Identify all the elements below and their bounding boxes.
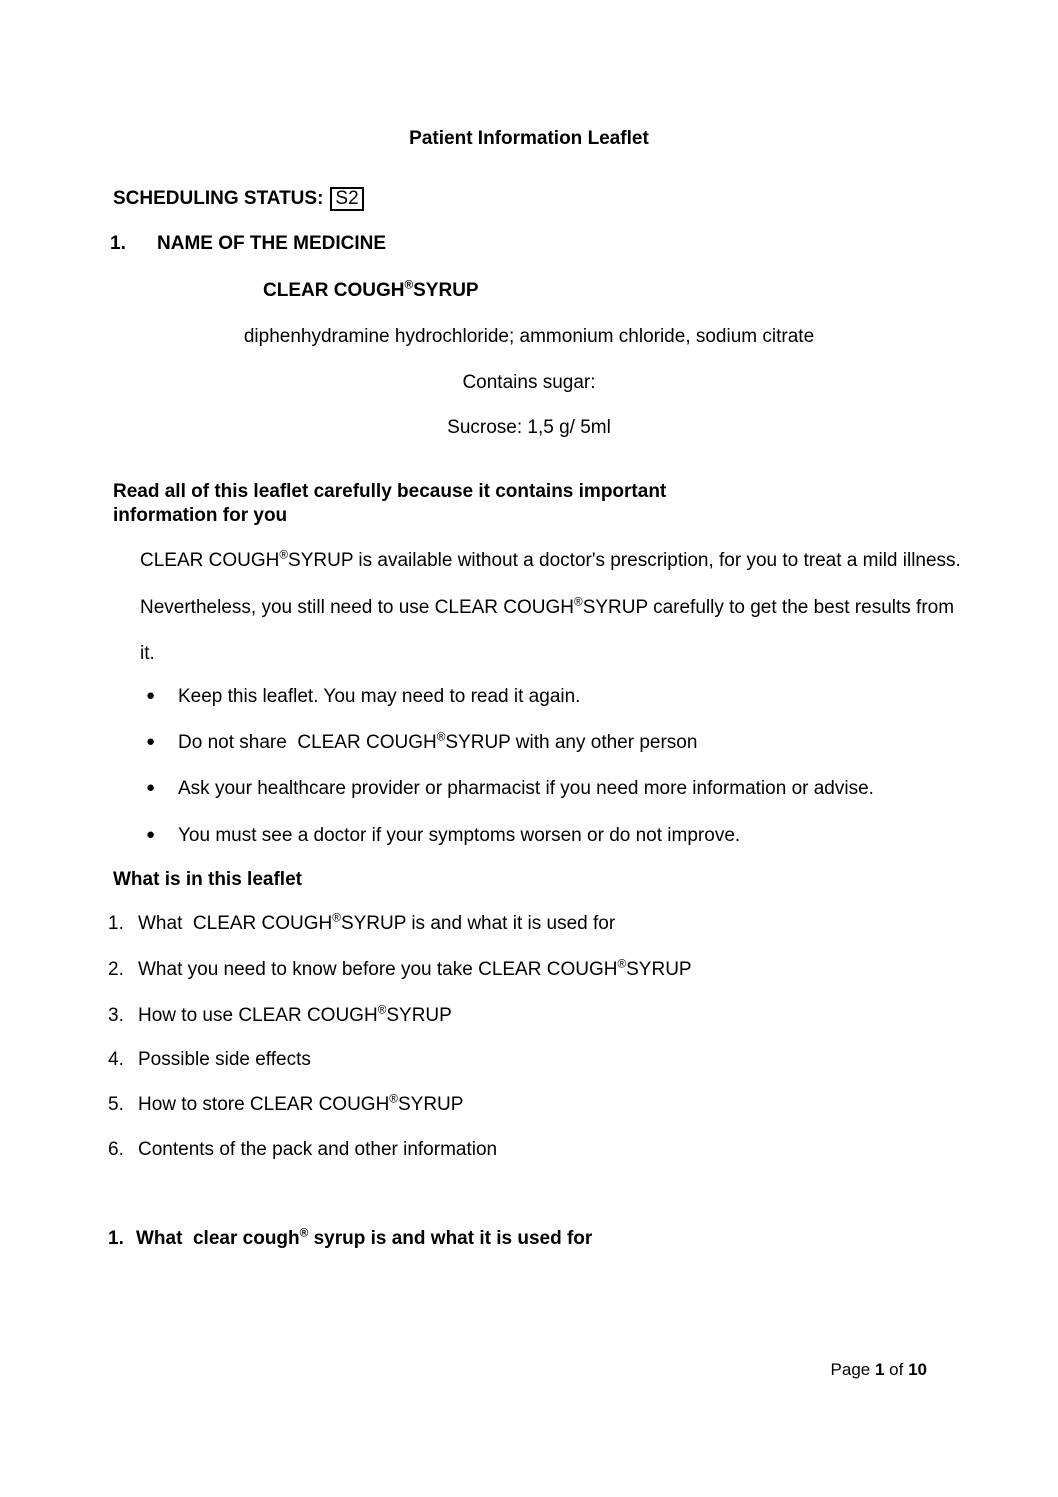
- bullet-icon: ●: [146, 733, 156, 750]
- section-what-number: 1.: [108, 1228, 124, 1249]
- bullet-icon: ●: [146, 687, 156, 704]
- section-what-heading: [108, 1228, 592, 1251]
- paragraph-line: CLEAR COUGH®SYRUP is available without a doctor's prescription, for you to treat a mild illness.: [140, 548, 961, 571]
- bullet-item: [146, 732, 697, 755]
- section-what-text: What clear cough® syrup is and what it is used for: [136, 1226, 593, 1249]
- bullet-icon: ●: [146, 779, 156, 796]
- read-leaflet-heading-line1: Read all of this leaflet carefully because it contains important: [113, 481, 667, 502]
- toc-item-text: Contents of the pack and other information: [138, 1139, 498, 1160]
- toc-item: [108, 1049, 311, 1072]
- toc-item: [108, 913, 615, 936]
- toc-item-text: What CLEAR COUGH®SYRUP is and what it is used for: [138, 911, 616, 934]
- toc-item-text: What you need to know before you take CLEAR COUGH®SYRUP: [138, 957, 692, 980]
- toc-item-number: 5.: [108, 1094, 124, 1115]
- toc-heading: What is in this leaflet: [113, 869, 302, 890]
- bullet-text: Keep this leaflet. You may need to read it again.: [178, 686, 581, 707]
- section-1-heading: [110, 233, 386, 256]
- composition-line: diphenhydramine hydrochloride; ammonium chloride, sodium citrate: [243, 326, 815, 347]
- paragraph-line: Nevertheless, you still need to use CLEAR COUGH®SYRUP carefully to get the best results from: [140, 595, 955, 618]
- doc-title: Patient Information Leaflet: [409, 128, 649, 149]
- toc-item-number: 6.: [108, 1139, 124, 1160]
- scheduling-status-label: SCHEDULING STATUS:: [113, 188, 324, 209]
- toc-item-text: How to store CLEAR COUGH®SYRUP: [138, 1092, 464, 1115]
- scheduling-status-line: [113, 187, 364, 211]
- section-title: NAME OF THE MEDICINE: [157, 233, 387, 254]
- page-number: Page 1 of 10: [830, 1360, 927, 1379]
- contains-sugar-line: Contains sugar:: [462, 372, 596, 393]
- bullet-text: You must see a doctor if your symptoms worsen or do not improve.: [178, 825, 741, 846]
- toc-item-number: 1.: [108, 913, 124, 934]
- bullet-item: [146, 778, 874, 801]
- section-number: 1.: [110, 233, 126, 254]
- toc-item-number: 2.: [108, 959, 124, 980]
- toc-item-number: 3.: [108, 1005, 124, 1026]
- toc-item-text: Possible side effects: [138, 1049, 311, 1070]
- sucrose-line: Sucrose: 1,5 g/ 5ml: [447, 417, 611, 438]
- toc-item-number: 4.: [108, 1049, 124, 1070]
- bullet-text: Do not share CLEAR COUGH®SYRUP with any other person: [178, 730, 698, 753]
- toc-item: [108, 959, 692, 982]
- bullet-item: [146, 686, 580, 709]
- toc-item: [108, 1005, 452, 1028]
- toc-item: [108, 1139, 497, 1162]
- read-leaflet-heading-line2: information for you: [113, 505, 288, 526]
- toc-item-text: How to use CLEAR COUGH®SYRUP: [138, 1003, 452, 1026]
- toc-item: [108, 1094, 463, 1117]
- bullet-item: [146, 825, 740, 848]
- bullet-icon: ●: [146, 826, 156, 843]
- scheduling-status-badge: S2: [330, 187, 363, 211]
- bullet-text: Ask your healthcare provider or pharmacist if you need more information or advise.: [178, 778, 874, 799]
- paragraph-line: it.: [140, 643, 155, 664]
- read-leaflet-heading: [113, 480, 666, 528]
- product-name: CLEAR COUGH®SYRUP: [263, 278, 479, 301]
